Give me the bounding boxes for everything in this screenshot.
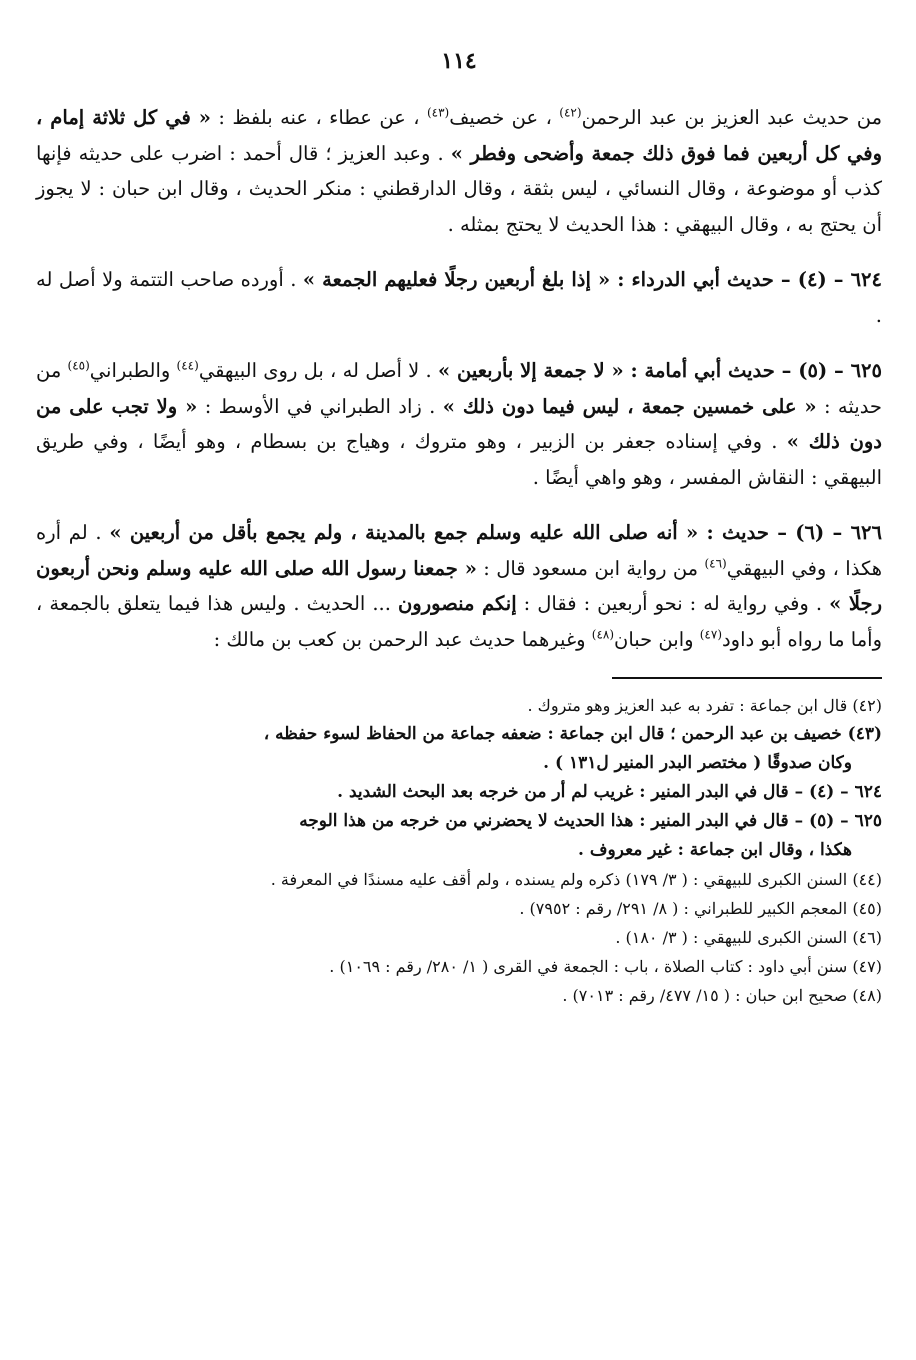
footnote xyxy=(36,807,882,865)
body-text: . وعبد العزيز ؛ قال أحمد : اضرب على حديثه فإنها كذب أو موضوعة ، وقال النسائي ، ليس بثقة ، وقال الدارقطني : منكر الحديث ، وقال ابن حبان : لا يجوز أن يحتج به ، وقال البيهقي : هذا الحديث لا يحتج بمثله . xyxy=(36,141,882,236)
bold-text: « ولا تجب على من دون ذلك » xyxy=(36,394,882,453)
footnote-continuation: وكان صدوقًا ( مختصر البدر المنير ل١٣١ ) . xyxy=(543,753,852,773)
bold-text: ٦٢٥ – (٥) – حديث أبي أمامة : « لا جمعة إلا بأربعين » xyxy=(437,359,882,382)
footnote xyxy=(36,720,882,778)
bold-text: « جمعنا رسول الله صلى الله عليه وسلم ونحن أربعون رجلًا » xyxy=(36,556,882,615)
footnote xyxy=(36,691,882,720)
bold-text: ٦٢٦ – (٦) – حديث : « أنه صلى الله عليه وسلم جمع بالمدينة ، ولم يجمع بأقل من أربعين » xyxy=(109,521,882,544)
paragraph xyxy=(36,515,882,657)
footnote xyxy=(36,778,882,807)
body-text: من رواية ابن مسعود قال : xyxy=(476,556,705,580)
footnote xyxy=(36,865,882,894)
footnote-ref: (٤٤) xyxy=(176,358,199,373)
bold-text: ٦٢٤ – (٤) – حديث أبي الدرداء : « إذا بلغ أربعين رجلًا فعليهم الجمعة » xyxy=(302,268,882,291)
body-text: من حديثه : xyxy=(36,359,882,418)
footnote-text: ٦٢٥ – (٥) – قال في البدر المنير : هذا الحديث لا يحضرني من خرجه من هذا الوجه xyxy=(299,811,882,831)
body-text: . لا أصل له ، بل روى البيهقي xyxy=(198,359,438,382)
footnote-continuation: هكذا ، وقال ابن جماعة : غير معروف . xyxy=(578,840,852,860)
body-text: ... الحديث . وليس هذا فيما يتعلق بالجمعة ، وأما ما رواه أبو داود xyxy=(36,592,882,651)
footnote-text: (٤٦) السنن الكبرى للبيهقي : ( ٣/ ١٨٠) . xyxy=(615,928,882,947)
footnote-ref: (٤٢) xyxy=(559,105,582,120)
main-text xyxy=(36,100,882,657)
footnote-ref: (٤٥) xyxy=(67,358,90,373)
body-text: ، عن خصيف xyxy=(449,106,560,129)
footnotes xyxy=(36,691,882,1010)
footnote-ref: (٤٨) xyxy=(591,627,615,641)
body-text: ، عن عطاء ، عنه بلفظ : xyxy=(210,106,427,129)
body-text: وابن حبان xyxy=(614,627,700,651)
footnote-text: (٤٣) خصيف بن عبد الرحمن ؛ قال ابن جماعة : ضعفه جماعة من الحفاظ لسوء حفظه ، xyxy=(263,724,882,744)
footnote-text: (٤٤) السنن الكبرى للبيهقي : ( ٣/ ١٧٩) ذكره ولم يسنده ، ولم أقف عليه مسندًا في المعرفة . xyxy=(270,870,882,889)
paragraph xyxy=(36,262,882,333)
paragraph xyxy=(36,353,882,495)
footnote-text: (٤٧) سنن أبي داود : كتاب الصلاة ، باب : الجمعة في القرى ( ١/ ٢٨٠/ رقم : ١٠٦٩) . xyxy=(329,957,882,976)
footnote-text: (٤٨) صحيح ابن حبان : ( ١٥/ ٤٧٧/ رقم : ٧٠١٣) . xyxy=(562,986,882,1005)
bold-text: إنكم منصورون xyxy=(397,592,517,615)
body-text: وغيرهما حديث عبد الرحمن بن كعب بن مالك : xyxy=(213,627,592,651)
paragraph xyxy=(36,100,882,242)
book-page xyxy=(36,48,882,1010)
footnote-text: (٤٢) قال ابن جماعة : تفرد به عبد العزيز وهو متروك . xyxy=(527,696,882,715)
bold-text: « في كل ثلاثة إمام ، وفي كل أربعين فما فوق ذلك جمعة وأضحى وفطر » xyxy=(36,106,882,165)
footnote xyxy=(36,981,882,1010)
footnote-ref: (٤٧) xyxy=(699,627,722,641)
footnote xyxy=(36,894,882,923)
footnote-text: (٤٥) المعجم الكبير للطبراني : ( ٨/ ٢٩١/ رقم : ٧٩٥٢) . xyxy=(519,899,882,918)
body-text: والطبراني xyxy=(89,359,177,382)
body-text: . أورده صاحب التتمة ولا أصل له . xyxy=(36,268,882,327)
footnote xyxy=(36,952,882,981)
footnote-text: ٦٢٤ – (٤) – قال في البدر المنير : غريب لم أر من خرجه بعد البحث الشديد . xyxy=(337,782,882,802)
footnote-ref: (٤٣) xyxy=(426,105,450,120)
footnote-separator xyxy=(612,677,882,679)
footnote xyxy=(36,923,882,952)
body-text: . وفي إسناده جعفر بن الزبير ، وهو متروك ، وهياج بن بسطام ، وهو أيضًا ، وفي طريق البيهقي : النقاش المفسر ، وهو واهي أيضًا . xyxy=(36,430,882,489)
footnote-ref: (٤٦) xyxy=(704,556,727,570)
bold-text: « على خمسين جمعة ، ليس فيما دون ذلك » xyxy=(442,394,817,418)
body-text: . لم أره هكذا ، وفي البيهقي xyxy=(36,521,882,580)
body-text: . وفي رواية له : نحو أربعين : فقال : xyxy=(516,592,830,615)
body-text: من حديث عبد العزيز بن عبد الرحمن xyxy=(581,106,883,129)
body-text: . زاد الطبراني في الأوسط : xyxy=(197,394,443,418)
page-number: ١١٤ xyxy=(441,48,477,74)
